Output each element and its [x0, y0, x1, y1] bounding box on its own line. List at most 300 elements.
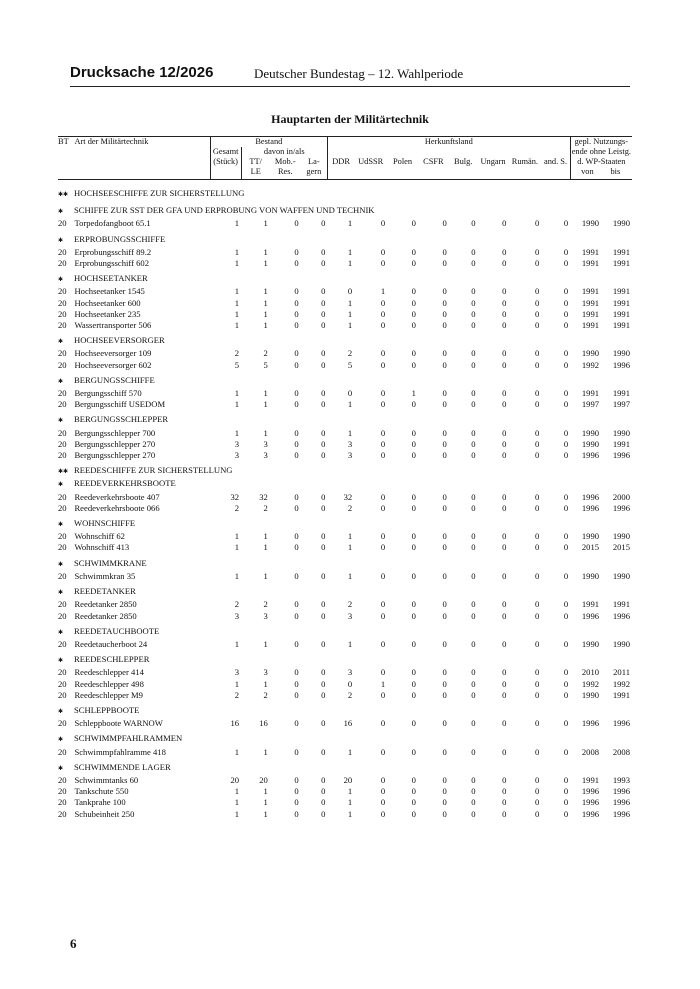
cell-bulg: 0 — [471, 542, 476, 553]
cell-art: Wohnschiff 413 — [74, 542, 130, 553]
group-header-major — [58, 188, 632, 201]
asterisk-icon: ✱ — [58, 237, 64, 244]
cell-ungarn: 0 — [502, 797, 507, 808]
cell-mob-res: 0 — [294, 246, 299, 257]
asterisk-icon: ✱ — [58, 737, 64, 744]
cell-csfr: 0 — [442, 718, 447, 729]
cell-ungarn: 0 — [502, 286, 507, 297]
page-number: 6 — [70, 936, 77, 951]
cell-csfr: 0 — [442, 359, 447, 370]
cell-and-s: 0 — [563, 797, 569, 808]
cell-gesamt: 3 — [234, 438, 240, 449]
col-art: Art der Militärtechnik — [74, 137, 210, 148]
cell-art: Hochseetanker 1545 — [74, 286, 145, 297]
cell-art: Hochseetanker 235 — [74, 308, 141, 319]
cell-bt: 20 — [58, 286, 67, 297]
cell-rumaen: 0 — [535, 638, 540, 649]
group-label: REEDETANKER — [74, 586, 136, 597]
cell-and-s: 0 — [563, 774, 569, 785]
cell-bt: 20 — [58, 359, 67, 370]
cell-rumaen: 0 — [535, 502, 540, 513]
cell-bt: 20 — [58, 388, 67, 399]
cell-gesamt: 1 — [234, 797, 240, 808]
cell-lagern: 0 — [321, 359, 326, 370]
cell-art: Erprobungsschiff 89.2 — [74, 246, 152, 257]
col-herkunft: Herkunftsland — [327, 137, 570, 148]
cell-udssr: 0 — [380, 308, 386, 319]
cell-and-s: 0 — [563, 638, 569, 649]
cell-gesamt: 3 — [234, 610, 240, 621]
group-label: SCHIFFE ZUR SST DER GFA UND ERPROBUNG VON WAFFEN UND TECHNIK — [74, 205, 375, 216]
cell-gesamt: 1 — [234, 427, 240, 438]
group-label: REEDESCHIFFE ZUR SICHERSTELLUNG — [74, 465, 233, 476]
cell-lagern: 0 — [321, 297, 326, 308]
cell-gesamt: 5 — [234, 359, 240, 370]
table-row — [58, 439, 632, 450]
cell-polen: 0 — [411, 689, 416, 700]
table-title: Hauptarten der Militärtechnik — [271, 112, 429, 126]
cell-csfr: 0 — [442, 399, 447, 410]
table-row — [58, 388, 632, 399]
cell-von: 1991 — [581, 388, 600, 399]
cell-bt: 20 — [58, 427, 67, 438]
cell-ddr: 3 — [347, 438, 353, 449]
cell-bt: 20 — [58, 531, 67, 542]
group-header — [58, 554, 632, 571]
cell-mob-res: 0 — [294, 610, 299, 621]
cell-ddr: 2 — [347, 689, 353, 700]
cell-csfr: 0 — [442, 218, 447, 229]
cell-rumaen: 0 — [535, 786, 540, 797]
cell-bulg: 0 — [471, 218, 476, 229]
cell-bis: 1996 — [612, 450, 630, 461]
cell-polen: 0 — [411, 320, 416, 331]
cell-tt-le: 1 — [263, 797, 268, 808]
cell-polen: 0 — [411, 297, 416, 308]
cell-rumaen: 0 — [535, 774, 540, 785]
cell-bis: 1990 — [612, 570, 630, 581]
cell-lagern: 0 — [321, 491, 326, 502]
cell-rumaen: 0 — [535, 320, 540, 331]
table-row — [58, 360, 632, 371]
cell-von: 1996 — [581, 450, 600, 461]
cell-gesamt: 1 — [234, 638, 240, 649]
cell-and-s: 0 — [563, 746, 569, 757]
cell-ungarn: 0 — [502, 638, 507, 649]
cell-and-s: 0 — [563, 359, 569, 370]
table-row — [58, 320, 632, 331]
asterisk-icon: ✱ — [58, 629, 64, 636]
cell-and-s: 0 — [563, 320, 569, 331]
cell-tt-le: 1 — [263, 308, 268, 319]
table-row — [58, 428, 632, 439]
cell-lagern: 0 — [321, 689, 326, 700]
cell-lagern: 0 — [321, 258, 326, 269]
cell-lagern: 0 — [321, 218, 326, 229]
cell-udssr: 0 — [380, 667, 386, 678]
cell-ungarn: 0 — [502, 599, 507, 610]
cell-ddr: 3 — [347, 667, 353, 678]
cell-von: 1990 — [581, 348, 600, 359]
cell-mob-res: 0 — [294, 450, 299, 461]
cell-tt-le: 1 — [263, 427, 268, 438]
cell-ungarn: 0 — [502, 502, 507, 513]
cell-rumaen: 0 — [535, 718, 540, 729]
cell-bulg: 0 — [471, 491, 476, 502]
group-label: REEDEVERKEHRSBOOTE — [74, 478, 176, 489]
group-header — [58, 650, 632, 667]
cell-art: Reedeverkehrsboote 407 — [74, 491, 160, 502]
cell-von: 1992 — [581, 678, 600, 689]
cell-bulg: 0 — [471, 297, 476, 308]
group-header — [58, 201, 632, 218]
cell-bulg: 0 — [471, 427, 476, 438]
cell-and-s: 0 — [563, 246, 569, 257]
cell-udssr: 0 — [380, 774, 386, 785]
col-davon: davon in/als — [241, 147, 327, 157]
cell-ungarn: 0 — [502, 320, 507, 331]
col-stueck: (Stück) — [210, 157, 241, 180]
cell-art: Bergungsschiff USEDOM — [74, 399, 166, 410]
cell-csfr: 0 — [442, 610, 447, 621]
cell-udssr: 0 — [380, 218, 386, 229]
cell-bt: 20 — [58, 308, 67, 319]
cell-ddr: 1 — [347, 258, 353, 269]
cell-tt-le: 1 — [263, 786, 268, 797]
cell-art: Torpedofangboot 65.1 — [74, 218, 151, 229]
cell-csfr: 0 — [442, 570, 447, 581]
cell-art: Reedeschlepper 414 — [74, 667, 144, 678]
cell-art: Schwimmtanks 60 — [74, 774, 139, 785]
asterisk-icon: ✱ — [58, 561, 64, 568]
cell-and-s: 0 — [563, 718, 569, 729]
cell-csfr: 0 — [442, 599, 447, 610]
cell-von: 1996 — [581, 786, 600, 797]
cell-tt-le: 1 — [263, 399, 268, 410]
cell-polen: 0 — [411, 718, 416, 729]
col-ddr: DDR — [327, 157, 354, 180]
cell-polen: 0 — [411, 246, 416, 257]
cell-and-s: 0 — [563, 399, 569, 410]
cell-von: 2008 — [581, 746, 600, 757]
cell-udssr: 0 — [380, 320, 386, 331]
group-header — [58, 269, 632, 286]
cell-rumaen: 0 — [535, 297, 540, 308]
cell-csfr: 0 — [442, 258, 447, 269]
cell-gesamt: 20 — [230, 774, 240, 785]
cell-lagern: 0 — [321, 678, 326, 689]
cell-bt: 20 — [58, 599, 67, 610]
table-row — [58, 399, 632, 410]
asterisk-icon: ✱ — [58, 765, 64, 772]
cell-bulg: 0 — [471, 286, 476, 297]
cell-polen: 0 — [411, 286, 416, 297]
cell-rumaen: 0 — [535, 491, 540, 502]
cell-bis: 1991 — [612, 599, 630, 610]
cell-udssr: 0 — [380, 427, 386, 438]
cell-udssr: 0 — [380, 399, 386, 410]
cell-art: Tankschute 550 — [74, 786, 129, 797]
double-asterisk-icon: ✱✱ — [58, 192, 69, 198]
cell-bis: 1991 — [612, 246, 630, 257]
asterisk-icon: ✱ — [58, 209, 64, 216]
cell-and-s: 0 — [563, 388, 569, 399]
table-row — [58, 450, 632, 461]
cell-polen: 0 — [411, 359, 416, 370]
cell-art: Reedeverkehrsboote 066 — [74, 502, 160, 513]
cell-csfr: 0 — [442, 308, 447, 319]
cell-rumaen: 0 — [535, 286, 540, 297]
cell-tt-le: 1 — [263, 746, 268, 757]
cell-udssr: 0 — [380, 797, 386, 808]
cell-bulg: 0 — [471, 246, 476, 257]
cell-polen: 0 — [411, 570, 416, 581]
table-row — [58, 258, 632, 269]
cell-ddr: 5 — [347, 359, 353, 370]
cell-ungarn: 0 — [502, 542, 507, 553]
group-label: SCHWIMMKRANE — [74, 557, 147, 568]
cell-mob-res: 0 — [294, 297, 299, 308]
cell-ungarn: 0 — [502, 399, 507, 410]
group-header — [58, 622, 632, 639]
cell-art: Hochseeversorger 602 — [74, 359, 152, 370]
cell-and-s: 0 — [563, 531, 569, 542]
cell-bt: 20 — [58, 218, 67, 229]
cell-bulg: 0 — [471, 746, 476, 757]
cell-mob-res: 0 — [294, 678, 299, 689]
cell-bulg: 0 — [471, 258, 476, 269]
cell-bulg: 0 — [471, 438, 476, 449]
cell-ungarn: 0 — [502, 258, 507, 269]
cell-and-s: 0 — [563, 542, 569, 553]
cell-polen: 0 — [411, 599, 416, 610]
table-row — [58, 599, 632, 610]
cell-bis: 1991 — [612, 258, 630, 269]
cell-bulg: 0 — [471, 678, 476, 689]
cell-von: 1991 — [581, 599, 600, 610]
table-row — [58, 786, 632, 797]
cell-tt-le: 3 — [263, 610, 268, 621]
cell-bulg: 0 — [471, 570, 476, 581]
cell-gesamt: 2 — [234, 689, 240, 700]
cell-polen: 0 — [411, 808, 416, 819]
cell-polen: 0 — [411, 218, 416, 229]
cell-gesamt: 1 — [234, 246, 240, 257]
cell-ungarn: 0 — [502, 427, 507, 438]
cell-ddr: 0 — [347, 388, 353, 399]
cell-rumaen: 0 — [535, 678, 540, 689]
publisher-line: Deutscher Bundestag – 12. Wahlperiode — [254, 66, 464, 81]
cell-mob-res: 0 — [294, 399, 299, 410]
cell-von: 1992 — [581, 359, 600, 370]
cell-and-s: 0 — [563, 218, 569, 229]
cell-rumaen: 0 — [535, 258, 540, 269]
cell-gesamt: 16 — [230, 718, 240, 729]
cell-von: 1990 — [581, 570, 600, 581]
cell-udssr: 0 — [380, 531, 386, 542]
cell-polen: 0 — [411, 258, 416, 269]
cell-rumaen: 0 — [535, 246, 540, 257]
cell-bis: 2000 — [612, 491, 630, 502]
cell-tt-le: 16 — [259, 718, 268, 729]
cell-von: 2015 — [581, 542, 600, 553]
cell-art: Reedeschlepper M9 — [74, 689, 143, 700]
cell-tt-le: 1 — [263, 286, 268, 297]
cell-von: 1991 — [581, 297, 600, 308]
cell-tt-le: 1 — [263, 678, 268, 689]
group-label: SCHLEPPBOOTE — [74, 704, 140, 715]
cell-ungarn: 0 — [502, 491, 507, 502]
cell-lagern: 0 — [321, 746, 326, 757]
cell-csfr: 0 — [442, 746, 447, 757]
cell-udssr: 1 — [380, 286, 386, 297]
cell-gesamt: 1 — [234, 297, 240, 308]
cell-bulg: 0 — [471, 808, 476, 819]
cell-lagern: 0 — [321, 388, 326, 399]
equipment-table — [58, 136, 632, 820]
cell-rumaen: 0 — [535, 808, 540, 819]
col-gepl-2: ende ohne Leistg. — [571, 147, 631, 156]
cell-rumaen: 0 — [535, 667, 540, 678]
cell-bulg: 0 — [471, 348, 476, 359]
cell-rumaen: 0 — [535, 610, 540, 621]
cell-bt: 20 — [58, 450, 67, 461]
cell-ddr: 0 — [347, 286, 353, 297]
cell-ungarn: 0 — [502, 718, 507, 729]
cell-art: Schleppboote WARNOW — [74, 718, 163, 729]
cell-von: 1990 — [581, 638, 600, 649]
cell-ddr: 1 — [347, 218, 353, 229]
group-label: ERPROBUNGSSCHIFFE — [74, 233, 166, 244]
cell-gesamt: 1 — [234, 746, 240, 757]
cell-ddr: 1 — [347, 531, 353, 542]
cell-lagern: 0 — [321, 427, 326, 438]
cell-gesamt: 1 — [234, 218, 240, 229]
cell-bulg: 0 — [471, 450, 476, 461]
cell-and-s: 0 — [563, 297, 569, 308]
cell-ddr: 1 — [347, 797, 353, 808]
cell-bt: 20 — [58, 438, 67, 449]
cell-and-s: 0 — [563, 808, 569, 819]
cell-ungarn: 0 — [502, 246, 507, 257]
cell-rumaen: 0 — [535, 438, 540, 449]
cell-art: Tankprahe 100 — [74, 797, 126, 808]
table-row — [58, 531, 632, 542]
cell-mob-res: 0 — [294, 438, 299, 449]
table-row — [58, 247, 632, 258]
cell-lagern: 0 — [321, 399, 326, 410]
cell-ungarn: 0 — [502, 774, 507, 785]
cell-tt-le: 1 — [263, 542, 268, 553]
cell-ungarn: 0 — [502, 359, 507, 370]
cell-rumaen: 0 — [535, 399, 540, 410]
cell-csfr: 0 — [442, 297, 447, 308]
cell-lagern: 0 — [321, 718, 326, 729]
cell-rumaen: 0 — [535, 797, 540, 808]
cell-csfr: 0 — [442, 491, 447, 502]
cell-mob-res: 0 — [294, 258, 299, 269]
cell-and-s: 0 — [563, 599, 569, 610]
cell-gesamt: 32 — [230, 491, 240, 502]
cell-rumaen: 0 — [535, 218, 540, 229]
col-lagern-1: La- — [308, 157, 320, 166]
group-label: HOCHSEESCHIFFE ZUR SICHERSTELLUNG — [74, 188, 245, 198]
cell-bt: 20 — [58, 542, 67, 553]
col-bt: BT — [58, 137, 74, 148]
cell-art: Wassertransporter 506 — [74, 320, 152, 331]
table-row — [58, 747, 632, 758]
cell-bis: 1992 — [612, 678, 630, 689]
cell-ungarn: 0 — [502, 297, 507, 308]
cell-tt-le: 2 — [263, 348, 268, 359]
cell-bt: 20 — [58, 320, 67, 331]
cell-bis: 1991 — [612, 388, 630, 399]
cell-bis: 2015 — [612, 542, 630, 553]
cell-tt-le: 1 — [263, 320, 268, 331]
group-header — [58, 729, 632, 746]
cell-lagern: 0 — [321, 786, 326, 797]
cell-tt-le: 3 — [263, 438, 268, 449]
asterisk-icon: ✱ — [58, 590, 64, 597]
cell-lagern: 0 — [321, 797, 326, 808]
cell-bt: 20 — [58, 491, 67, 502]
cell-von: 1990 — [581, 689, 600, 700]
cell-csfr: 0 — [442, 667, 447, 678]
cell-gesamt: 1 — [234, 399, 240, 410]
cell-art: Schwimmkran 35 — [74, 570, 136, 581]
cell-rumaen: 0 — [535, 531, 540, 542]
cell-csfr: 0 — [442, 286, 447, 297]
cell-von: 1990 — [581, 438, 600, 449]
cell-lagern: 0 — [321, 438, 326, 449]
cell-bis: 1991 — [612, 689, 630, 700]
cell-art: Bergungsschlepper 270 — [74, 438, 156, 449]
cell-bis: 1991 — [612, 320, 630, 331]
cell-udssr: 0 — [380, 438, 386, 449]
cell-bulg: 0 — [471, 610, 476, 621]
cell-art: Reedetanker 2850 — [74, 610, 137, 621]
cell-and-s: 0 — [563, 308, 569, 319]
cell-von: 1990 — [581, 427, 600, 438]
cell-bt: 20 — [58, 718, 67, 729]
col-ungarn: Ungarn — [478, 157, 509, 180]
cell-rumaen: 0 — [535, 359, 540, 370]
cell-ddr: 2 — [347, 502, 353, 513]
cell-rumaen: 0 — [535, 388, 540, 399]
cell-csfr: 0 — [442, 320, 447, 331]
cell-bt: 20 — [58, 610, 67, 621]
cell-von: 1991 — [581, 774, 600, 785]
cell-bt: 20 — [58, 297, 67, 308]
cell-lagern: 0 — [321, 246, 326, 257]
cell-art: Reedetaucherboot 24 — [74, 638, 148, 649]
cell-csfr: 0 — [442, 388, 447, 399]
cell-mob-res: 0 — [294, 599, 299, 610]
cell-von: 1996 — [581, 491, 600, 502]
cell-bulg: 0 — [471, 320, 476, 331]
cell-csfr: 0 — [442, 542, 447, 553]
cell-and-s: 0 — [563, 450, 569, 461]
cell-csfr: 0 — [442, 438, 447, 449]
cell-ddr: 2 — [347, 348, 353, 359]
cell-ddr: 1 — [347, 542, 353, 553]
cell-and-s: 0 — [563, 786, 569, 797]
cell-bis: 1997 — [612, 399, 630, 410]
asterisk-icon: ✱ — [58, 522, 64, 529]
group-label: BERGUNGSSCHIFFE — [74, 374, 155, 385]
cell-von: 1991 — [581, 258, 600, 269]
cell-and-s: 0 — [563, 570, 569, 581]
